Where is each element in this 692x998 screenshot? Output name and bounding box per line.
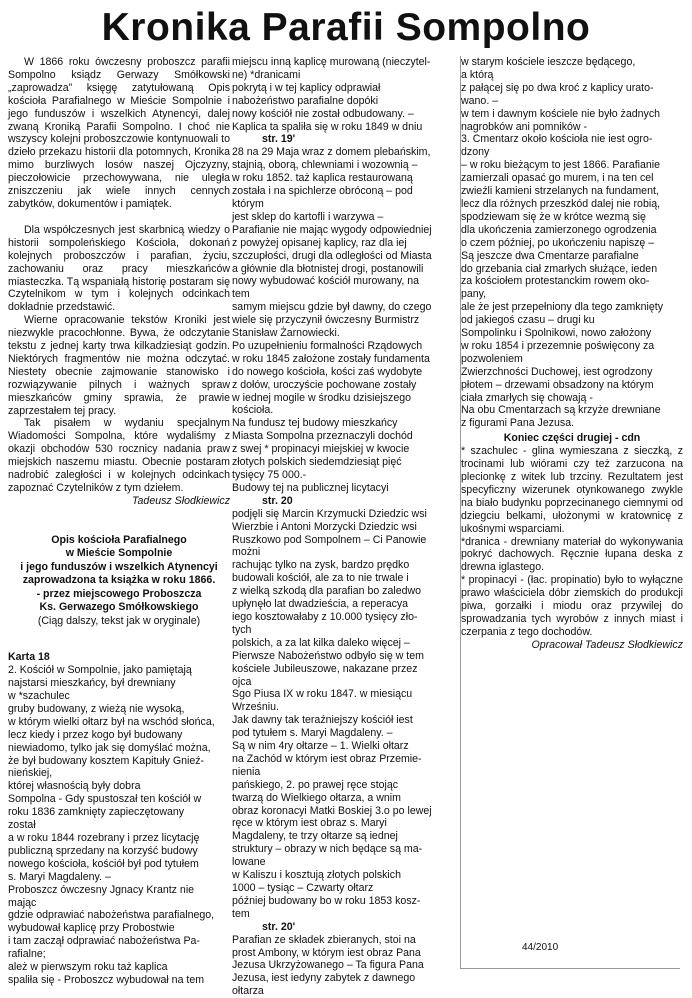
text-line: 2. Kościół w Sompolnie, jako pamiętają bbox=[8, 664, 192, 677]
text-line: Zwierzchności Duchowej, iest ogrodzony bbox=[461, 365, 653, 378]
text-line: złotych polskich siedemdziesiąt pięć bbox=[232, 456, 402, 469]
text-line: w roku 1845 założone zostały fundamenta bbox=[232, 352, 430, 365]
text-line: możni bbox=[232, 546, 261, 559]
text-line: lecz kiedy i przez kogo był budowany bbox=[8, 728, 183, 741]
text-line: nowy wybudować kościół murowany, na bbox=[232, 275, 420, 288]
signature: Tadeusz Słodkiewicz bbox=[132, 494, 230, 507]
text-line: Proboszcz ówczesny Jgnacy Krantz nie bbox=[8, 883, 195, 896]
column-3-text bbox=[461, 56, 683, 430]
heading-line: i jego funduszów i wszelkich Atynencyi bbox=[20, 560, 218, 573]
text-line: tem bbox=[232, 907, 250, 920]
text-line: Kaplica ta spaliła się w roku 1849 w dniu bbox=[232, 120, 423, 133]
text-line: tem bbox=[232, 288, 250, 301]
text-line: w starym kościele ieszcze będącego, bbox=[461, 56, 636, 68]
text-line: tych bbox=[232, 623, 252, 636]
heading-line: Opis kościoła Parafialnego bbox=[51, 533, 187, 546]
text-line: Sgo Piusa IX w roku 1847. w miesiącu bbox=[232, 688, 413, 701]
text-line: Jezusa Ukrzyżowanego – Ta figura Pana bbox=[232, 959, 424, 972]
text-line: rafialne; bbox=[8, 948, 46, 961]
text-line: z figurami Pana Jezusa. bbox=[461, 417, 575, 430]
text-line: gdzie odprawiać nabożeństwa parafialnego, bbox=[8, 909, 215, 922]
text-line: w iednej mogile w środku dzisiejszego bbox=[232, 391, 412, 404]
glossary-szachulec: * szachulec - glina wymieszana z sieczką, z trocinami lub wiórami czy też zarzucona na plecionkę z witek lub trzciny. Rezultatem jest specyficzny wizerunek otynkowanego zwykle na biało budynku poprzecinanego ciemnymi od dziegciu belkami, ułożonymi w kratownicę z ukośnymi wsparciami. bbox=[461, 445, 683, 535]
text-line: pozwoleniem bbox=[461, 352, 523, 365]
text-line: na Zachód w którym iest obraz Przemie- bbox=[232, 752, 422, 765]
heading-line: - przez miejscowego Proboszcza bbox=[36, 587, 202, 600]
page-number: 44/2010 bbox=[522, 942, 559, 953]
text-line: nienia bbox=[232, 765, 261, 778]
text-line: której własnością były dobra bbox=[8, 780, 141, 793]
text-line: zwieźli kamieni strzelanych na fundament, bbox=[461, 185, 659, 198]
text-line: płotem – drzewami obsadzony na którym bbox=[461, 378, 654, 391]
intro-paragraph: Dla współczesnych jest skarbnicą wiedzy o historii sompoleńskiego Kościoła, dokonań kolejnych proboszczów i parafian, życiu, zachowaniu oraz pracy mieszkańców miasteczka. Tą wspaniałą historię postaram się Czytelnikom w tym i kolejnych odcinkach dokładnie przedstawić. bbox=[8, 223, 230, 314]
text-line: kościele Jubileuszowe, nakazane przez bbox=[232, 662, 418, 675]
column-1 bbox=[8, 56, 230, 987]
text-line: dla ukończenia zamierzonego ogrodzenia bbox=[461, 223, 657, 236]
text-line: z dołów, uroczyście pochowane zostały bbox=[232, 378, 417, 391]
text-line: Parafian ze składek zbieranych, stoi na bbox=[232, 933, 416, 946]
text-line: zamierzali opasać go murem, i na ten cel bbox=[461, 172, 654, 185]
koniec-note: Koniec części drugiej - cdn bbox=[503, 432, 641, 445]
column-2 bbox=[232, 56, 456, 998]
text-line: została i na spichlerze obróconą – pod bbox=[232, 185, 413, 198]
text-line: do grzebania ciał zmarłych służące, ieden bbox=[461, 262, 658, 275]
page-title: Kronika Parafii Sompolno bbox=[101, 6, 591, 49]
text-line: został bbox=[8, 819, 36, 832]
text-line: wano. – bbox=[461, 94, 499, 107]
text-line: w którym wielki ołtarz był na wschód słońca, bbox=[8, 715, 215, 728]
text-line: Stanisław Żarnowiecki. bbox=[232, 327, 340, 340]
text-line: lecz dla różnych przeszkód dalej nie robią, bbox=[461, 197, 661, 210]
text-line: polskich, a za lat kilka daleko więcej – bbox=[232, 636, 410, 649]
text-line: 1000 – tysiąc – Czwarty ołtarz bbox=[232, 882, 374, 894]
text-line: z pałącej się po dwa kroć z kaplicy urato- bbox=[461, 81, 654, 94]
text-line: nowego kościoła, kościół był pod tytułem bbox=[8, 857, 199, 870]
text-line: za kościołem protestanckim rowem oko- bbox=[461, 275, 650, 288]
text-line: jest sklep do kartofli i warzywa – bbox=[232, 210, 384, 223]
intro-paragraph: Tak pisałem w wydaniu specjalnym Wiadomości Sompolna, które wydaliśmy z okazji obchodów 530 rocznicy nadania praw miejskich naszemu miastu. Obecnie postaram nadrobić zaległości i w kolejnych odcinkach zapoznać Czytelników z tym dziełem. bbox=[8, 417, 230, 494]
text-line: mając bbox=[8, 896, 37, 909]
text-line: Po uzupełnieniu formalności Rządowych bbox=[232, 339, 423, 352]
text-line: nowy kościół nie został odbudowany. – bbox=[232, 107, 414, 120]
text-line: ojca bbox=[232, 675, 252, 688]
text-line: spaliła się - Proboszcz wybudował na tem bbox=[8, 973, 205, 986]
text-line: Na fundusz tej budowy mieszkańcy bbox=[232, 417, 398, 430]
text-line: ale że jest przepełniony dla tego zamknięty bbox=[461, 301, 663, 314]
text-line: Sompolinku i Spolnikowi, nowo założony bbox=[461, 327, 652, 340]
text-line: gruby budowany, z wieżą nie wysoką, bbox=[8, 702, 185, 715]
text-line: s. Maryi Magdaleny. – bbox=[8, 870, 111, 883]
column-2-text bbox=[232, 56, 456, 998]
text-line: podjęli się Marcin Krzymucki Dziedzic wsi bbox=[232, 507, 427, 520]
text-line: miejscu inną kaplicę murowaną (nieczytel- bbox=[232, 56, 431, 68]
text-line: Pierwsze Nabożeństwo odbyło się w tem bbox=[232, 649, 424, 662]
text-line: a w roku 1844 rozebrany i przez licytację bbox=[8, 832, 200, 844]
text-line: a głównie dla błotnistej drogi, postanowili bbox=[232, 262, 424, 275]
text-line: od jakiegoś czasu – drugi ku bbox=[461, 314, 595, 327]
text-line: w *szachulec bbox=[8, 690, 70, 703]
text-line: upłynęło lat dwadzieścia, a reperacya bbox=[232, 598, 409, 611]
text-line: stajnią, oborą, chlewniami i wozownią – bbox=[232, 159, 418, 172]
text-line: str. 19' bbox=[262, 133, 296, 146]
text-line: że był budowany kosztem Kapituły Gnieź- bbox=[8, 754, 205, 767]
text-line: – w roku bieżącym to jest 1866. Parafianie bbox=[461, 159, 661, 172]
text-line: lowane bbox=[232, 856, 266, 869]
text-line: w Kaliszu i kosztują złotych polskich bbox=[232, 869, 401, 882]
text-line: publiczną sprzedany na korzyść budowy bbox=[8, 844, 198, 857]
column-3-bottom-border bbox=[460, 968, 680, 969]
text-line: twarzą do Wielkiego ołtarza, a wnim bbox=[232, 791, 401, 804]
text-line: ne) *dranicami bbox=[232, 68, 301, 81]
text-line: struktury – obrazy w nich będące są ma- bbox=[232, 843, 423, 856]
text-line: Magdaleny, te trzy ołtarze są iednej bbox=[232, 830, 398, 843]
text-line: prost Ambony, w którym iest obraz Pana bbox=[232, 946, 421, 959]
text-line: rachując tylko na zysk, bardzo prędko bbox=[232, 559, 410, 572]
text-line: a którą bbox=[461, 68, 494, 81]
text-line: szczupłości, drugi dla odległości od Miasta bbox=[232, 249, 432, 262]
text-line: spodziewam się że w krótce wezmą się bbox=[461, 210, 646, 223]
text-line: pańskiego, 2. po prawej ręce stojąc bbox=[232, 778, 399, 791]
credit: Opracował Tadeusz Słodkiewicz bbox=[531, 638, 683, 651]
text-line: pod tytułem s. Maryi Magdaleny. – bbox=[232, 727, 393, 740]
text-line: 3. Cmentarz około kościoła nie iest ogro- bbox=[461, 133, 653, 146]
text-line: pany, bbox=[461, 288, 487, 301]
text-line: nagrobków ani pomników - bbox=[461, 120, 588, 133]
text-line: ależ w pierwszym roku taż kaplica bbox=[8, 961, 168, 974]
text-line: kościoła. bbox=[232, 404, 274, 417]
heading-line: w Mieście Sompolnie bbox=[65, 547, 173, 560]
text-line: Jak dawny tak teraźniejszy kościół iest bbox=[232, 714, 413, 727]
heading-note: (Ciąg dalszy, tekst jak w oryginale) bbox=[37, 614, 201, 627]
text-line: str. 20 bbox=[262, 494, 293, 507]
text-line: niewiadomo, tylko jak się domyślać można, bbox=[8, 741, 211, 754]
text-line: Wrześniu. bbox=[232, 701, 279, 714]
heading-line: zaprowadzona ta książka w roku 1866. bbox=[22, 574, 216, 587]
text-line: Na obu Cmentarzach są krzyże drewniane bbox=[461, 404, 661, 417]
text-line: najstarsi mieszkańcy, był drewniany bbox=[8, 677, 176, 690]
text-line: Są w nim 4ry ołtarze – 1. Wielki ołtarz bbox=[232, 740, 409, 753]
text-line: budowali kościół, ale za to nie trwale i bbox=[232, 572, 409, 585]
section-heading bbox=[8, 534, 230, 629]
text-line: nabożeństwo parafialne dopóki bbox=[232, 94, 379, 107]
text-line: 28 na 29 Maja wraz z domem plebańskim, bbox=[232, 146, 431, 159]
text-line: wiele się przyczynił ówczesny Burmistrz bbox=[232, 314, 420, 327]
intro-paragraph: W 1866 roku ówczesny proboszcz parafii Sompolno ksiądz Gerwazy Smółkowski „zaprowadza” księgę zatytułowaną Opis kościoła Parafialnego w Mieście Sompolnie i jego funduszów i wszelkich Atynencyi, dalej zwaną Kroniką Parafii Sompolno. I choć nie wszyscy kolejni proboszczowie kontynuowali to dzieło przekazu historii dla potomnych, Kronika mimo burzliwych losów naszej Ojczyzny, pieczołowicie przechowywana, nie uległa zniszczeniu jak wiele innych cennych zabytków, dokumentów i pamiątek. bbox=[8, 56, 230, 210]
text-line: roku 1836 zamknięty zapieczętowany bbox=[8, 806, 185, 819]
karta-label: Karta 18 bbox=[8, 651, 50, 664]
text-line: ręce w którym iest obraz s. Maryi bbox=[232, 817, 387, 830]
text-line: dzony bbox=[461, 146, 490, 159]
text-line: później budowany bo w roku 1853 kosz- bbox=[232, 894, 421, 907]
text-line: wybudował kaplicę przy Probostwie bbox=[8, 922, 175, 935]
text-line: str. 20' bbox=[262, 920, 296, 933]
intro-paragraph: Wierne opracowanie tekstów Kroniki jest niezwykle pracochłonne. Bywa, że odczytanie tekstu z jednej karty trwa kilkadziesiąt godzin. Niektórych fragmentów nie można odczytać. Niestety obecnie zajmowanie stanowisko i rozwiązywanie pilnych i ważnych spraw mieszkańców gminy sprawia, że prawie zaprzestałem tej pracy. bbox=[8, 314, 230, 417]
text-line: i tam zaczął odprawiać nabożeństwa Pa- bbox=[8, 935, 200, 948]
text-line: Jezusa, iest iedyny zabytek z dawnego bbox=[232, 972, 416, 985]
text-line: tysięcy 75 000.- bbox=[232, 469, 307, 481]
text-line: w roku 1852. taż kaplica restaurowaną bbox=[232, 172, 413, 185]
text-line: Budowy tej na publicznej licytacyi bbox=[232, 481, 389, 494]
text-line: Ruszkowo pod Sompolnem – Ci Panowie bbox=[232, 533, 427, 546]
text-line: ciała zmarłych się chowają - bbox=[461, 391, 593, 404]
text-line: którym bbox=[232, 197, 264, 210]
text-line: Miasta Sompolna przeznaczyli dochód bbox=[232, 430, 413, 443]
text-line: Wierzbie i Antoni Morzycki Dziedzic wsi bbox=[232, 520, 417, 533]
text-line: w tem i dawnym kościele nie było żadnych bbox=[461, 107, 661, 120]
glossary-dranica: *dranica - drewniany materiał do wykonywania pokryć dachowych. Ręcznie łupana deska z drewna iglastego. bbox=[461, 535, 683, 574]
karta-text bbox=[8, 664, 230, 987]
text-line: o czem później, po ukończeniu napiszę – bbox=[461, 236, 655, 249]
text-line: z wielką szkodą dla parafian bo zaledwo bbox=[232, 585, 422, 598]
text-line: pokrytą i w tej kaplicy odprawiał bbox=[232, 81, 381, 94]
column-3 bbox=[461, 56, 683, 652]
glossary-propinacyi: * propinacyi - (łac. propinatio) było to wyłączne prawo właściciela dóbr ziemskich do produkcji piwa, gorzałki i miodu oraz przywilej do sprowadzania tych wyrobów z innych miast i czerpania z tego dochodów. bbox=[461, 574, 683, 638]
text-line: Sompolna - Gdy spustoszał ten kościół w bbox=[8, 793, 202, 806]
text-line: samym miejscu gdzie był dawny, do czego bbox=[232, 301, 432, 314]
text-line: Są jeszcze dwa Cmentarze parafialne bbox=[461, 249, 639, 262]
text-line: Parafianie nie mając wygody odpowiedniej bbox=[232, 223, 432, 236]
column-3-border bbox=[460, 56, 462, 968]
text-line: z swej * propinacyi miejskiej w kwocie bbox=[232, 443, 410, 456]
text-line: z powyżej opisanej kaplicy, raz dla iej bbox=[232, 236, 407, 249]
text-line: ołtarza bbox=[232, 985, 264, 998]
text-line: nieńskiej, bbox=[8, 767, 53, 780]
text-line: obraz koronacyi Matki Boskiej 3.o po lewej bbox=[232, 804, 432, 817]
text-line: iego kosztowałaby z 10.000 tysięcy zło- bbox=[232, 610, 418, 623]
text-line: do nowego kościoła, kości zaś wydobyte bbox=[232, 365, 423, 378]
text-line: w roku 1854 i przezemnie poświęcony za bbox=[461, 339, 655, 352]
heading-line: Ks. Gerwazego Smółkowskiego bbox=[39, 601, 199, 614]
